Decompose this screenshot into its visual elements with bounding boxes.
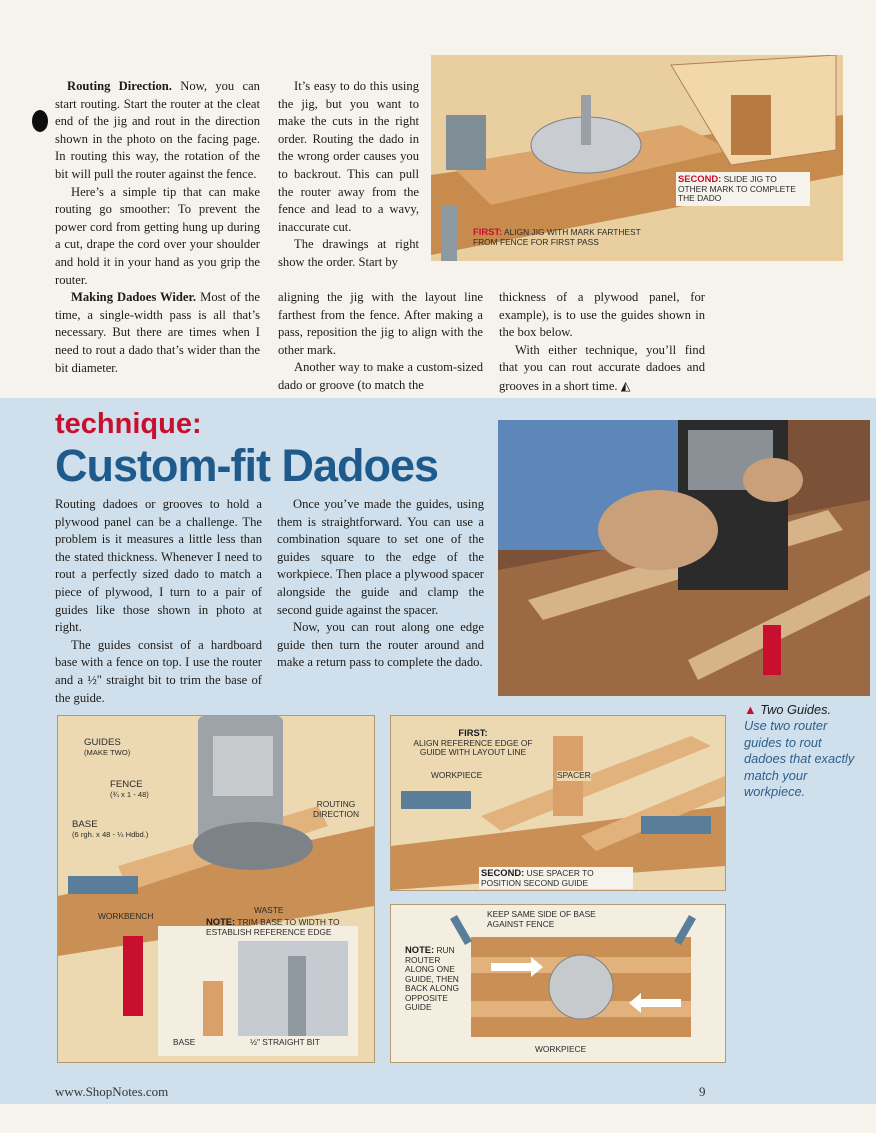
guides-sub: (MAKE TWO) (84, 748, 131, 757)
keep-side-text: KEEP SAME SIDE OF BASE AGAINST FENCE (487, 909, 596, 929)
article-column-2-wide (278, 289, 483, 395)
trim-note (206, 917, 366, 937)
spacer-label (557, 771, 591, 781)
workbench-text: WORKBENCH (98, 911, 154, 921)
straight-bit-text: ½" STRAIGHT BIT (250, 1037, 320, 1047)
base-spec-label (72, 820, 152, 840)
first-align-label: FIRST: (458, 727, 488, 738)
photo-illustration (498, 420, 870, 696)
spacer-setup-drawing (390, 715, 726, 891)
first-label: FIRST: (473, 226, 503, 237)
straight-bit-label (250, 1038, 320, 1048)
article-column-3 (499, 289, 705, 396)
footer-website: www.ShopNotes.com (55, 1084, 169, 1099)
paragraph: With either technique, you’ll find that you can rout accurate dadoes and grooves in a short time. (499, 342, 705, 393)
caption-title: Two Guides. (760, 702, 832, 717)
guides-text: GUIDES (84, 737, 121, 748)
workpiece-text: WORKPIECE (431, 770, 483, 780)
paragraph: The guides consist of a hardboard base with a fence on top. I use the router and a ½" straight bit to trim the base of the guide. (55, 637, 262, 705)
second-callout (676, 172, 810, 206)
first-align-callout (413, 728, 533, 758)
photo-caption (744, 702, 856, 800)
paragraph: Here’s a simple tip that can make routing go smoother: To prevent the power cord from getting hung up during a cut, drape the cord over your shoulder and hold it in your hand as you grip the router. (55, 184, 260, 287)
end-mark-icon: ◭ (620, 377, 631, 393)
routing-direction-label (306, 800, 366, 819)
routing-pass-drawing (390, 904, 726, 1063)
article-column-2 (278, 78, 419, 272)
paragraph: aligning the jig with the layout line farthest from the fence. After making a pass, reposition the jig to align with the other mark. (278, 290, 483, 357)
jig-drawing (431, 55, 843, 261)
guides-label (84, 738, 130, 758)
routing-direction-text: ROUTING DIRECTION (312, 799, 360, 819)
paragraph: Another way to make a custom-sized dado or groove (to match the (278, 360, 483, 392)
paragraph: Most of the time, a single-width pass is all that’s necessary. But there are times when I need to rout a dado that’s wider than the bit diameter. (55, 290, 261, 375)
fence-text: FENCE (110, 779, 143, 790)
keep-side-callout (487, 910, 627, 929)
paragraph: thickness of a plywood panel, for example), is to use the guides shown in the box below. (499, 290, 705, 340)
spacer-text: SPACER (557, 770, 591, 780)
paragraph: It’s easy to do this using the jig, but you want to make the cuts in the right order. Routing the dado in the wrong order causes you to backrout. This can pull the router away from the fence and lead to a wavy, inaccurate cut. (278, 79, 419, 234)
run-router-note (405, 945, 465, 1013)
two-guides-photo (498, 420, 870, 696)
workbench-label (98, 912, 153, 922)
paragraph: Once you’ve made the guides, using them is straightforward. You can use a combination square to set one of the guides square to the edge of the workpiece. Then place a plywood spacer alongside the guide and clamp the second guide against the spacer. (277, 497, 484, 617)
workpiece-bottom-text: WORKPIECE (535, 1044, 587, 1054)
binder-hole (32, 110, 48, 132)
note-label: NOTE: (206, 916, 236, 927)
fence-label (110, 780, 149, 800)
guide-construction-drawing (57, 715, 375, 1063)
technique-kicker: technique: (55, 408, 202, 440)
note-text: TRIM BASE TO WIDTH TO ESTABLISH REFERENCE EDGE (206, 917, 340, 937)
paragraph: Now, you can start routing. Start the router at the cleat end of the jig and rout in the direction shown in the photo on the facing page. In routing this way, the rotation of the bit will pull the router against the fence. (55, 79, 260, 181)
waste-text: WASTE (254, 905, 284, 915)
runin-heading: Making Dadoes Wider. (71, 290, 197, 305)
paragraph: The drawings at right show the order. Start by (278, 237, 419, 269)
second-spacer-label: SECOND: (481, 867, 525, 878)
base-sub: (6 rgh. x 48 - ¼ Hdbd.) (72, 830, 149, 839)
fence-sub: (¾ x 1 - 48) (110, 790, 149, 799)
base-label (173, 1038, 195, 1048)
second-spacer-text: USE SPACER TO POSITION SECOND GUIDE (481, 868, 594, 888)
technique-column-2 (277, 496, 484, 672)
article-column-1 (55, 78, 260, 377)
page-number: 9 (699, 1084, 706, 1099)
technique-column-1 (55, 496, 262, 707)
base-text: BASE (72, 819, 98, 830)
first-align-text: ALIGN REFERENCE EDGE OF GUIDE WITH LAYOUT LINE (413, 737, 533, 757)
caption-text: Use two router guides to rout dadoes that exactly match your workpiece. (744, 718, 855, 800)
waste-label (254, 906, 283, 916)
guide-construction-illustration (58, 716, 374, 1062)
second-spacer-callout (479, 867, 633, 889)
base-label-text: BASE (173, 1037, 196, 1047)
run-note-text: RUN ROUTER ALONG ONE GUIDE, THEN BACK ALONG OPPOSITE GUIDE (405, 945, 459, 1012)
caption-marker-icon: ▲ (744, 702, 757, 717)
technique-title: Custom-fit Dadoes (55, 440, 439, 491)
paragraph: Now, you can rout along one edge guide then turn the router around and make a return pass to complete the dado. (277, 620, 484, 670)
workpiece-bottom-label (535, 1045, 586, 1055)
run-note-label: NOTE: (405, 944, 435, 955)
first-callout (473, 227, 663, 247)
second-text: SLIDE JIG TO OTHER MARK TO COMPLETE THE DADO (678, 174, 796, 203)
paragraph: Routing dadoes or grooves to hold a plywood panel can be a challenge. The problem is it measures a little less than the stated thickness. Whenever I need to rout a perfectly sized dado to match a piece of plywood, I turn to a pair of guides like those shown in photo at right. (55, 497, 262, 635)
second-label: SECOND: (678, 173, 722, 184)
first-text: ALIGN JIG WITH MARK FARTHEST FROM FENCE FOR FIRST PASS (473, 227, 641, 247)
runin-heading: Routing Direction. (67, 79, 172, 93)
workpiece-label (431, 771, 482, 781)
